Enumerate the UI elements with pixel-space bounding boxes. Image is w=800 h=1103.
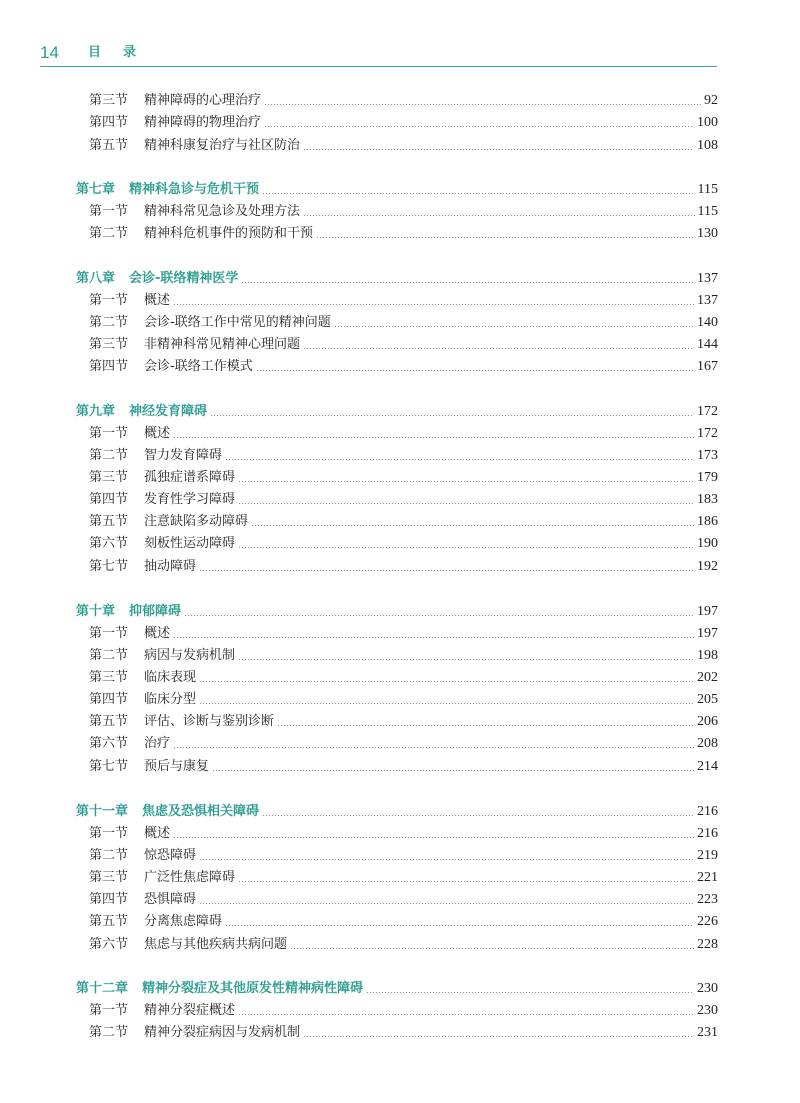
dot-leader	[303, 1036, 694, 1037]
toc-entry-label	[89, 735, 170, 753]
toc-section-entry[interactable]	[89, 292, 718, 310]
toc-entry-number: 第二节	[89, 315, 129, 330]
dot-leader	[334, 326, 694, 327]
toc-entry-label	[89, 535, 235, 553]
toc-entry-number: 第四节	[89, 692, 129, 707]
toc-entry-title: 精神分裂症及其他原发性精神病性障碍	[142, 981, 364, 996]
toc-entry-title: 病因与发病机制	[144, 648, 236, 663]
toc-section-entry[interactable]	[89, 425, 718, 443]
toc-section-entry[interactable]	[89, 469, 718, 487]
toc-entry-label	[89, 1024, 300, 1042]
toc-entry-number: 第四节	[89, 115, 129, 130]
toc-entry-number: 第三节	[89, 470, 129, 485]
toc-entry-label	[89, 1002, 235, 1020]
toc-entry-title: 概述	[144, 626, 171, 641]
toc-page-number: 115	[697, 182, 718, 197]
dot-leader	[238, 503, 694, 504]
toc-entry-title: 广泛性焦虑障碍	[144, 870, 236, 885]
toc-entry-label	[89, 292, 170, 310]
toc-section-entry[interactable]	[89, 558, 718, 576]
toc-entry-title: 智力发育障碍	[144, 448, 223, 463]
dot-leader	[210, 415, 694, 416]
dot-leader	[238, 659, 694, 660]
toc-page-number: 172	[697, 426, 718, 441]
toc-entry-label	[89, 336, 300, 354]
toc-page-number: 173	[697, 448, 718, 463]
toc-entry-label	[76, 603, 181, 621]
toc-entry-number: 第四节	[89, 892, 129, 907]
dot-leader	[184, 615, 694, 616]
toc-entry-number: 第一节	[89, 826, 129, 841]
toc-entry-number: 第二节	[89, 648, 129, 663]
toc-entry-title: 精神分裂症概述	[144, 1003, 236, 1018]
toc-entry-label	[89, 491, 235, 509]
toc-entry-number: 第四节	[89, 492, 129, 507]
toc-section-entry[interactable]	[89, 669, 718, 687]
toc-page-number: 216	[697, 826, 718, 841]
toc-entry-number: 第六节	[89, 937, 129, 952]
dot-leader	[173, 437, 694, 438]
toc-entry-title: 精神障碍的心理治疗	[144, 93, 262, 108]
toc-section-entry[interactable]	[89, 691, 718, 709]
toc-entry-number: 第六节	[89, 536, 129, 551]
toc-entry-title: 孤独症谱系障碍	[144, 470, 236, 485]
toc-entry-label	[89, 469, 235, 487]
toc-entry-label	[89, 825, 170, 843]
toc-entry-number: 第一节	[89, 626, 129, 641]
toc-entry-number: 第七节	[89, 559, 129, 574]
toc-page-number: 219	[697, 848, 718, 863]
toc-section-entry[interactable]	[89, 225, 718, 243]
toc-section-entry[interactable]	[89, 314, 718, 332]
toc-entry-title: 预后与康复	[144, 759, 210, 774]
toc-entry-title: 神经发育障碍	[129, 404, 208, 419]
toc-entry-label	[89, 647, 235, 665]
toc-section-entry[interactable]	[89, 1024, 718, 1042]
toc-entry-number: 第五节	[89, 138, 129, 153]
toc-entry-title: 临床表现	[144, 670, 197, 685]
toc-page-number: 197	[697, 626, 718, 641]
toc-entry-number: 第二节	[89, 226, 129, 241]
toc-page-number: 198	[697, 648, 718, 663]
dot-leader	[199, 903, 694, 904]
toc-section-entry[interactable]	[89, 447, 718, 465]
toc-entry-title: 会诊-联络工作中常见的精神问题	[144, 315, 331, 330]
toc-entry-number: 第五节	[89, 914, 129, 929]
dot-leader	[316, 237, 694, 238]
toc-entry-title: 焦虑与其他疾病共病问题	[144, 937, 288, 952]
toc-section-entry[interactable]	[89, 647, 718, 665]
dot-leader	[173, 747, 694, 748]
toc-entry-title: 发育性学习障碍	[144, 492, 236, 507]
toc-entry-label	[89, 447, 222, 465]
toc-entry-title: 刻板性运动障碍	[144, 536, 236, 551]
toc-entry-number: 第五节	[89, 514, 129, 529]
dot-leader	[290, 948, 694, 949]
dot-leader	[238, 481, 694, 482]
toc-page-number: 140	[697, 315, 718, 330]
toc-page-number: 183	[697, 492, 718, 507]
toc-entry-label	[89, 691, 196, 709]
toc-entry-label	[89, 358, 253, 376]
toc-chapter-entry[interactable]	[76, 403, 718, 421]
toc-entry-number: 第二节	[89, 448, 129, 463]
toc-entry-title: 精神科康复治疗与社区防治	[144, 138, 301, 153]
toc-section-entry[interactable]	[89, 758, 718, 776]
toc-section-entry[interactable]	[89, 92, 718, 110]
toc-section-entry[interactable]	[89, 513, 718, 531]
dot-leader	[238, 547, 694, 548]
toc-entry-number: 第九章	[76, 404, 116, 419]
toc-page-number: 206	[697, 714, 718, 729]
toc-page-number: 230	[697, 1003, 718, 1018]
toc-entry-label	[89, 758, 209, 776]
toc-section-entry[interactable]	[89, 491, 718, 509]
toc-entry-title: 惊恐障碍	[144, 848, 197, 863]
dot-leader	[303, 215, 695, 216]
toc-entry-title: 抽动障碍	[144, 559, 197, 574]
toc-entry-number: 第七节	[89, 759, 129, 774]
toc-page-number: 115	[697, 204, 718, 219]
toc-entry-label	[89, 713, 274, 731]
toc-entry-label	[89, 513, 248, 531]
toc-page-number: 208	[697, 736, 718, 751]
dot-leader	[225, 925, 694, 926]
dot-leader	[199, 859, 694, 860]
toc-page-number: 226	[697, 914, 718, 929]
toc-entry-label	[76, 980, 363, 998]
dot-leader	[251, 525, 694, 526]
toc-entry-label	[89, 936, 287, 954]
toc-entry-number: 第七章	[76, 182, 116, 197]
toc-entry-label	[89, 869, 235, 887]
toc-entry-label	[89, 847, 196, 865]
toc-page-number: 179	[697, 470, 718, 485]
toc-entry-number: 第二节	[89, 1025, 129, 1040]
toc-entry-label	[89, 558, 196, 576]
dot-leader	[241, 282, 694, 283]
toc-page-number: 167	[697, 359, 718, 374]
toc-entry-label	[76, 270, 238, 288]
toc-section-entry[interactable]	[89, 713, 718, 731]
dot-leader	[238, 1014, 694, 1015]
toc-page-number: 172	[697, 404, 718, 419]
toc-entry-title: 焦虑及恐惧相关障碍	[142, 804, 260, 819]
dot-leader	[262, 193, 694, 194]
toc-page-number: 228	[697, 937, 718, 952]
dot-leader	[173, 304, 694, 305]
dot-leader	[173, 837, 694, 838]
toc-section-entry[interactable]	[89, 137, 718, 155]
toc-page-number: 186	[697, 514, 718, 529]
toc-entry-title: 分离焦虑障碍	[144, 914, 223, 929]
toc-section-entry[interactable]	[89, 358, 718, 376]
toc-entry-number: 第一节	[89, 204, 129, 219]
toc-entry-number: 第一节	[89, 426, 129, 441]
toc-entry-title: 精神科危机事件的预防和干预	[144, 226, 314, 241]
toc-entry-number: 第一节	[89, 293, 129, 308]
toc-entry-label	[89, 891, 196, 909]
toc-page-number: 100	[697, 115, 718, 130]
toc-section-entry[interactable]	[89, 336, 718, 354]
dot-leader	[199, 570, 694, 571]
toc-entry-title: 治疗	[144, 736, 171, 751]
toc-entry-number: 第三节	[89, 337, 129, 352]
toc-chapter-entry[interactable]	[76, 980, 718, 998]
dot-leader	[262, 815, 694, 816]
toc-page-number: 137	[697, 293, 718, 308]
toc-entry-label	[76, 403, 207, 421]
dot-leader	[199, 681, 694, 682]
toc-page-number: 223	[697, 892, 718, 907]
toc-entry-number: 第五节	[89, 714, 129, 729]
toc-entry-number: 第三节	[89, 870, 129, 885]
toc-entry-number: 第十二章	[76, 981, 129, 996]
toc-page-number: 221	[697, 870, 718, 885]
toc-section-entry[interactable]	[89, 825, 718, 843]
toc-page-number: 192	[697, 559, 718, 574]
toc-page-number: 205	[697, 692, 718, 707]
toc-page-number: 190	[697, 536, 718, 551]
toc-entry-title: 精神科常见急诊及处理方法	[144, 204, 301, 219]
toc-page-number: 108	[697, 138, 718, 153]
toc-page-number: 197	[697, 604, 718, 619]
dot-leader	[225, 459, 694, 460]
toc-entry-number: 第三节	[89, 93, 129, 108]
toc-entry-label	[76, 803, 259, 821]
dot-leader	[199, 703, 694, 704]
toc-entry-title: 抑郁障碍	[129, 604, 182, 619]
toc-entry-label	[89, 425, 170, 443]
toc-chapter-entry[interactable]	[76, 603, 718, 621]
toc-entry-label	[89, 625, 170, 643]
dot-leader	[238, 881, 694, 882]
toc-entry-title: 评估、诊断与鉴别诊断	[144, 714, 275, 729]
toc-chapter-entry[interactable]	[76, 181, 718, 199]
toc-entry-title: 注意缺陷多动障碍	[144, 514, 249, 529]
page-number: 14	[40, 43, 59, 62]
toc-entry-title: 概述	[144, 826, 171, 841]
toc-entry-number: 第一节	[89, 1003, 129, 1018]
header-title: 目录	[88, 45, 159, 60]
toc-chapter-entry[interactable]	[76, 803, 718, 821]
toc-page-number: 214	[697, 759, 718, 774]
toc-entry-number: 第四节	[89, 359, 129, 374]
dot-leader	[212, 770, 694, 771]
toc-section-entry[interactable]	[89, 913, 718, 931]
toc-section-entry[interactable]	[89, 535, 718, 553]
toc-section-entry[interactable]	[89, 847, 718, 865]
toc-page-number: 230	[697, 981, 718, 996]
toc-entry-number: 第十一章	[76, 804, 129, 819]
toc-entry-label	[89, 137, 300, 155]
toc-section-entry[interactable]	[89, 1002, 718, 1020]
toc-entry-label	[89, 669, 196, 687]
dot-leader	[264, 104, 701, 105]
toc-page-number: 137	[697, 271, 718, 286]
toc-page-number: 130	[697, 226, 718, 241]
toc-entry-label	[89, 92, 261, 110]
toc-entry-number: 第二节	[89, 848, 129, 863]
toc-section-entry[interactable]	[89, 936, 718, 954]
toc-entry-label	[89, 913, 222, 931]
toc-entry-number: 第八章	[76, 271, 116, 286]
toc-entry-label	[89, 203, 300, 221]
toc-page-number: 202	[697, 670, 718, 685]
toc-section-entry[interactable]	[89, 735, 718, 753]
toc-chapter-entry[interactable]	[76, 270, 718, 288]
toc-section-entry[interactable]	[89, 869, 718, 887]
toc-section-entry[interactable]	[89, 203, 718, 221]
toc-entry-label	[89, 225, 313, 243]
dot-leader	[303, 348, 694, 349]
toc-entry-title: 会诊-联络工作模式	[144, 359, 253, 374]
dot-leader	[366, 992, 694, 993]
toc-page-number: 144	[697, 337, 718, 352]
toc-entry-label	[89, 114, 261, 132]
toc-section-entry[interactable]	[89, 625, 718, 643]
toc-entry-title: 精神障碍的物理治疗	[144, 115, 262, 130]
toc-entry-title: 精神分裂症病因与发病机制	[144, 1025, 301, 1040]
toc-entry-title: 临床分型	[144, 692, 197, 707]
toc-page-number: 216	[697, 804, 718, 819]
dot-leader	[173, 637, 694, 638]
toc-entry-number: 第十章	[76, 604, 116, 619]
toc-entry-title: 恐惧障碍	[144, 892, 197, 907]
toc-entry-title: 概述	[144, 293, 171, 308]
toc-entry-number: 第六节	[89, 736, 129, 751]
toc-section-entry[interactable]	[89, 114, 718, 132]
dot-leader	[264, 126, 694, 127]
toc-page-number: 231	[697, 1025, 718, 1040]
dot-leader	[277, 725, 694, 726]
toc-entry-label	[89, 314, 331, 332]
toc-entry-number: 第三节	[89, 670, 129, 685]
toc-entry-title: 会诊-联络精神医学	[129, 271, 239, 286]
dot-leader	[303, 149, 694, 150]
toc-entry-title: 精神科急诊与危机干预	[129, 182, 260, 197]
toc-page-number: 92	[704, 93, 718, 108]
dot-leader	[256, 370, 694, 371]
toc-section-entry[interactable]	[89, 891, 718, 909]
toc-entry-label	[76, 181, 259, 199]
toc-entry-title: 非精神科常见精神心理问题	[144, 337, 301, 352]
toc-entry-title: 概述	[144, 426, 171, 441]
